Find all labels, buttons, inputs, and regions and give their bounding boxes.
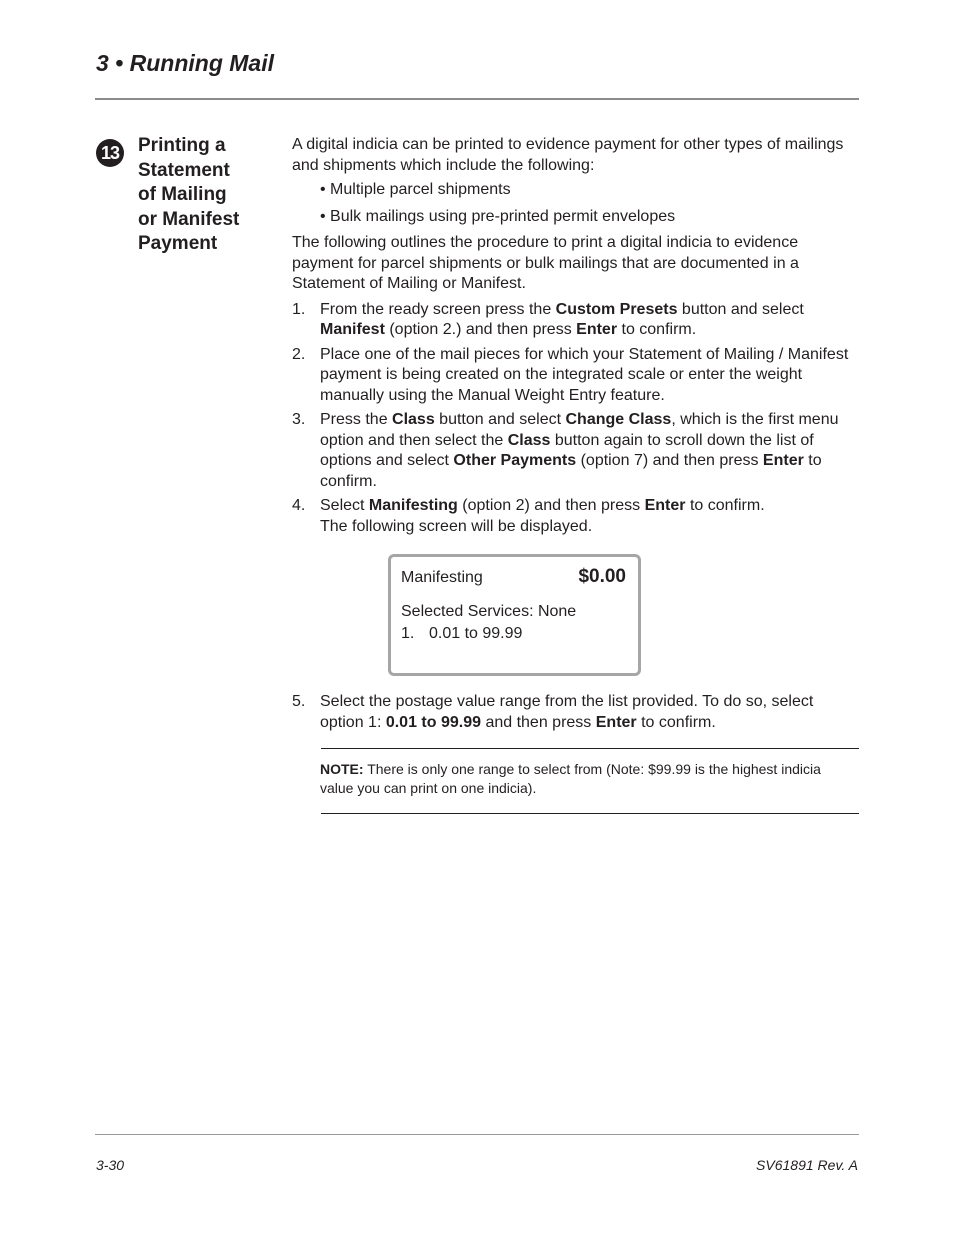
text-run: (option 7) and then press — [576, 452, 763, 469]
text-run: Place one of the mail pieces for which your Statement of Mailing / Manifest payment is being created on the integrated scale or enter the weight manually using the Manual Weight Entry feature. — [320, 345, 849, 404]
document-id: SV61891 Rev. A — [756, 1157, 858, 1173]
procedure-step — [292, 692, 858, 733]
step-text — [320, 410, 858, 492]
bullet-item: • Multiple parcel shipments — [320, 181, 511, 198]
step-index: 1. — [292, 300, 306, 318]
section-heading-line: of Mailing — [138, 184, 227, 205]
footer-divider — [95, 1134, 859, 1135]
header-divider — [95, 98, 859, 100]
text-run: Select the postage value range from the list provided. To do so, select option 1: — [320, 693, 814, 731]
text-run: Press the — [320, 411, 393, 428]
bullet-list — [292, 180, 858, 227]
note-label: NOTE: — [320, 761, 364, 777]
bold-term: Class — [392, 411, 435, 428]
bold-term: Enter — [595, 713, 637, 731]
note-box — [320, 760, 840, 797]
text-run: (option 2.) and then press — [384, 321, 577, 338]
screen-option-text: 0.01 to 99.99 — [429, 625, 523, 642]
step-index: 4. — [292, 497, 306, 514]
procedure-step — [292, 496, 858, 537]
section-heading-line: Payment — [138, 233, 218, 254]
text-run: to confirm. — [320, 452, 822, 490]
step-index: 2. — [292, 345, 306, 363]
step-index: 3. — [292, 411, 306, 428]
text-run: button and select — [677, 300, 804, 318]
section-heading — [138, 134, 278, 257]
text-run: The following screen will be displayed. — [320, 517, 593, 535]
text-run: to confirm. — [685, 497, 765, 514]
note-top-rule — [321, 748, 859, 749]
bold-term: Other Payments — [453, 452, 577, 469]
screen-selected-services: Selected Services: None — [401, 603, 577, 620]
intro-paragraph: A digital indicia can be printed to evidence payment for other types of mailings and shipments which include the following: — [292, 136, 844, 174]
page-number: 3-30 — [96, 1157, 125, 1173]
section-heading-line: Statement — [138, 159, 230, 181]
bold-term: Enter — [576, 321, 618, 338]
text-run: (option 2) and then press — [457, 497, 645, 514]
section-body — [292, 135, 858, 541]
text-run: to confirm. — [617, 321, 697, 338]
procedure-step — [292, 300, 858, 341]
bold-term: Manifesting — [368, 497, 458, 514]
procedure-steps — [292, 300, 858, 538]
step-text — [320, 345, 858, 407]
text-run: to confirm. — [636, 713, 716, 731]
text-run: and then press — [481, 713, 596, 731]
procedure-step — [292, 345, 858, 407]
note-bottom-rule — [321, 813, 859, 814]
outline-paragraph: The following outlines the procedure to print a digital indicia to evidence payment for parcel shipments or bulk mailings that are documented in a Statement of Mailing or Manifest. — [292, 234, 799, 292]
step-index: 5. — [292, 693, 306, 710]
bold-term: Change Class — [565, 411, 672, 428]
device-screen-illustration — [388, 554, 641, 676]
screen-title: Manifesting — [401, 569, 483, 586]
bullet-item: • Bulk mailings using pre-printed permit envelopes — [320, 207, 676, 225]
step-text — [320, 300, 858, 341]
step-text — [320, 692, 858, 733]
bold-term: Custom Presets — [555, 300, 678, 318]
screen-option-number: 1. — [401, 625, 415, 642]
bold-term: Class — [507, 431, 551, 449]
bold-term: 0.01 to 99.99 — [385, 713, 481, 731]
bold-term: Enter — [644, 497, 686, 514]
section-heading-line: or Manifest — [138, 208, 240, 230]
bold-term: Enter — [762, 452, 804, 469]
section-heading-line: Printing a — [138, 135, 226, 156]
text-run: button and select — [434, 411, 566, 428]
procedure-step — [292, 410, 858, 492]
screen-option-item — [401, 625, 522, 643]
step-number-badge: 13 — [96, 139, 124, 167]
text-run: button again to scroll down the list of options and select — [320, 431, 814, 469]
chapter-title: 3 • Running Mail — [96, 50, 274, 76]
text-run: , which is the first menu option and then select the — [320, 411, 839, 449]
text-run: Select — [320, 497, 369, 514]
text-run: From the ready screen press the — [320, 300, 556, 318]
step-text — [320, 496, 858, 537]
screen-amount: $0.00 — [578, 566, 626, 587]
note-text: There is only one range to select from (Note: $99.99 is the highest indicia value you can print on one indicia). — [320, 761, 821, 796]
bold-term: Manifest — [320, 321, 385, 338]
